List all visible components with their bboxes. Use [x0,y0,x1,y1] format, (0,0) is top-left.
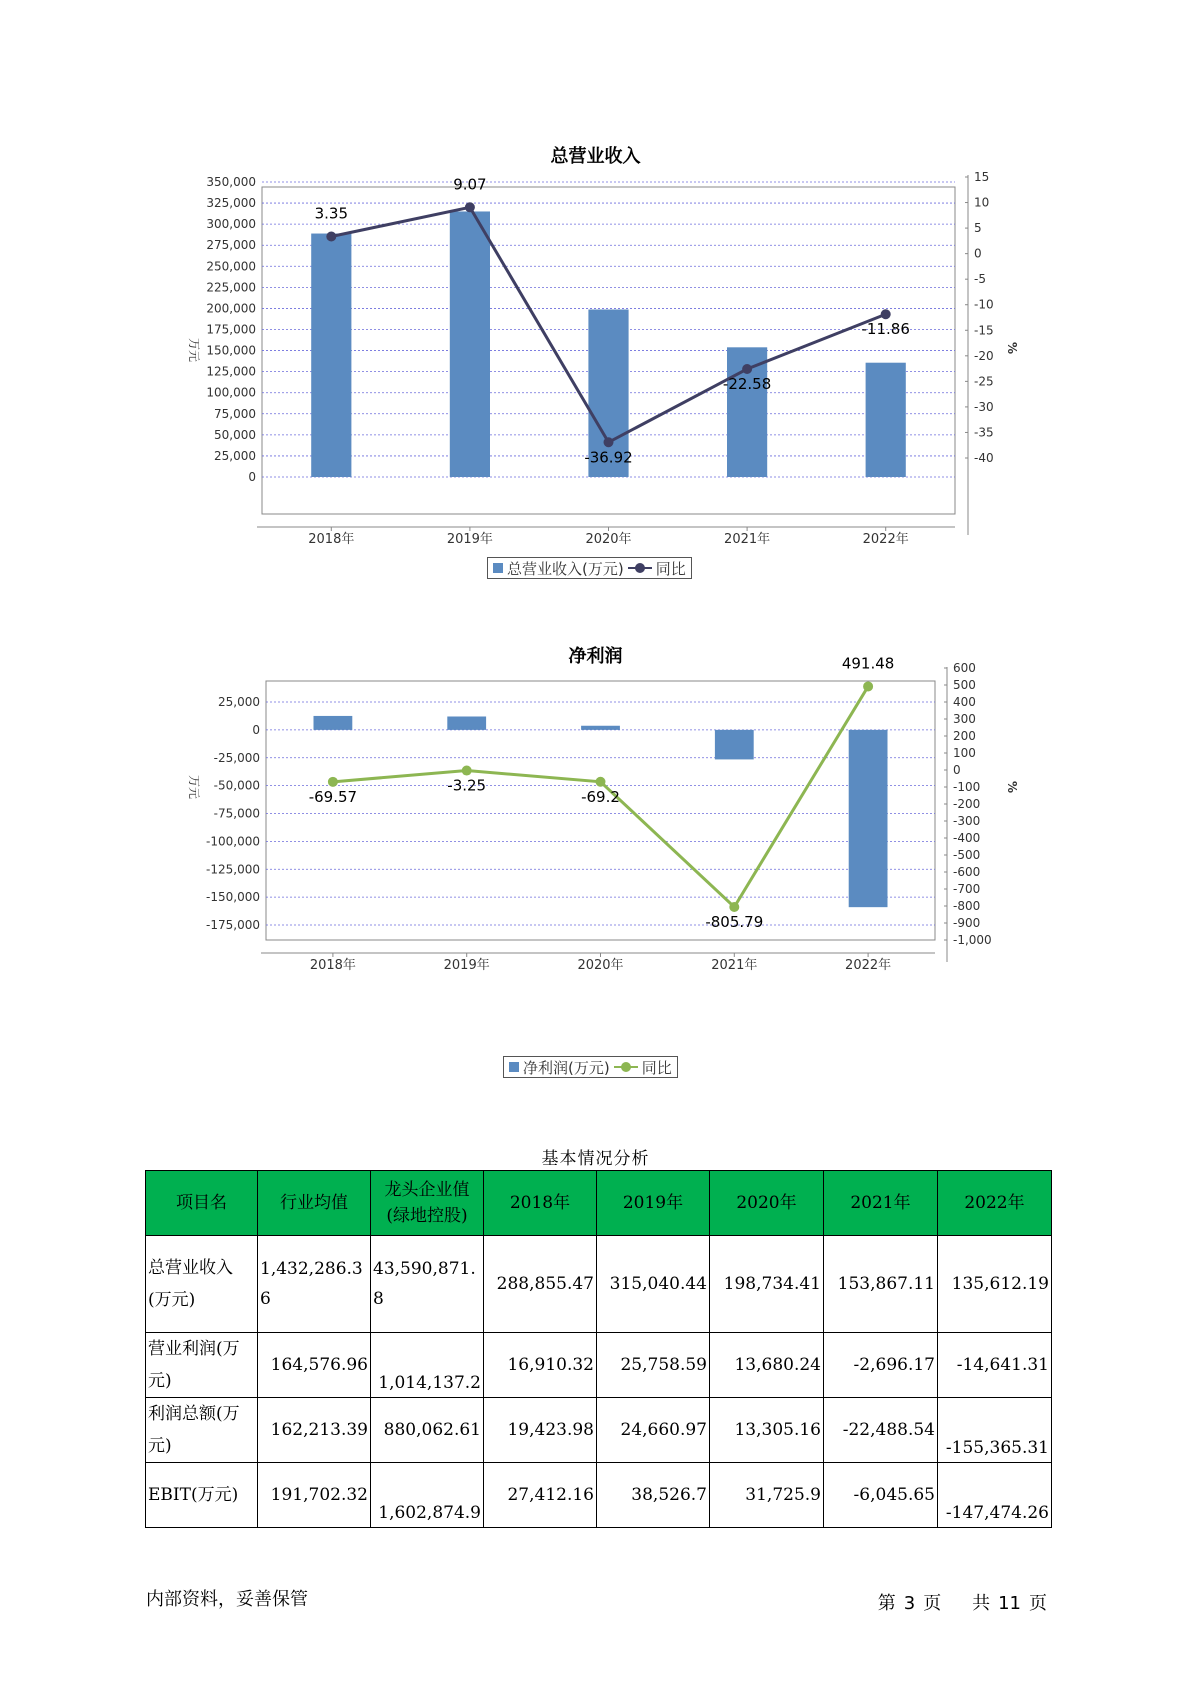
y2-tick-label: -300 [953,814,981,828]
x-tick-label: 2018年 [309,958,356,973]
table-title: 基本情况分析 [541,1149,650,1169]
revenue-chart [0,170,1191,550]
y-tick-label: -150,000 [206,890,260,905]
y2-tick-label: 0 [974,246,982,261]
cell: 191,702.32 [258,1463,371,1528]
y2-tick-label: -35 [974,425,994,440]
table-row [146,1333,1052,1398]
y-tick-label: -25,000 [213,750,260,765]
cell: 13,680.24 [710,1333,824,1398]
footer-page-number [874,1589,1051,1615]
y-tick-label: 200,000 [206,301,256,316]
y2-tick-label: -400 [953,831,981,845]
row-name: 总营业收入(万元) [146,1236,258,1333]
y2-axis-label: % [1005,780,1019,794]
y-tick-label: 275,000 [206,238,256,253]
y-axis-label: 万元 [187,774,201,800]
header-2018: 2018年 [484,1171,597,1236]
y2-tick-label: -800 [953,899,981,913]
page-label: 页 [923,1593,942,1614]
legend-bar-swatch [493,563,503,573]
y2-tick-label: -900 [953,916,981,930]
net-profit-legend [503,1056,678,1078]
y2-tick-label: -500 [953,848,981,862]
plot-area [266,681,935,940]
legend-line-label: 同比 [641,1058,672,1077]
y2-tick-label: -30 [974,399,994,414]
x-tick-label: 2019年 [443,958,490,973]
data-label: 3.35 [314,204,349,223]
y-tick-label: -75,000 [213,806,260,821]
line-point [729,902,739,912]
chart-title-net-profit: 净利润 [568,646,623,667]
y-tick-label: -125,000 [206,862,260,877]
x-tick-label: 2020年 [585,532,632,547]
cell: 1,602,874.9 [371,1463,484,1528]
cell: -2,696.17 [824,1333,938,1398]
cell: 153,867.11 [824,1236,938,1333]
x-tick-label: 2021年 [724,532,771,547]
line-point [742,364,752,374]
cell: 198,734.41 [710,1236,824,1333]
y2-tick-label: 300 [953,712,976,726]
row-name: 营业利润(万元) [146,1333,258,1398]
row-name: EBIT(万元) [146,1463,258,1528]
y-tick-label: 25,000 [214,448,256,463]
x-tick-label: 2022年 [845,958,892,973]
y2-tick-label: 0 [953,763,961,777]
header-item-name: 项目名 [146,1171,258,1236]
cell: 164,576.96 [258,1333,371,1398]
header-2022: 2022年 [938,1171,1052,1236]
header-2019: 2019年 [597,1171,710,1236]
cell: 13,305.16 [710,1398,824,1463]
y2-tick-label: -100 [953,780,981,794]
y2-tick-label: -600 [953,865,981,879]
cell: 24,660.97 [597,1398,710,1463]
table-row [146,1398,1052,1463]
y-tick-label: 175,000 [206,322,256,337]
analysis-table [145,1170,1052,1528]
cell: 43,590,871.8 [371,1236,484,1333]
data-label: -69.2 [581,787,620,806]
line-point [596,777,606,787]
y-tick-label: 325,000 [206,196,256,211]
y-tick-label: 250,000 [206,259,256,274]
y-tick-label: 225,000 [206,280,256,295]
data-label: -22.58 [722,374,772,393]
data-label: -11.86 [861,320,910,339]
y2-tick-label: 5 [974,221,982,236]
y2-tick-label: -25 [974,374,994,389]
data-label: 9.07 [453,175,487,194]
legend-line-swatch [628,562,652,574]
x-tick-label: 2019年 [446,532,493,547]
page-current: 3 [903,1593,916,1614]
y2-tick-label: -1,000 [953,933,992,947]
y2-axis-label: % [1005,341,1019,355]
y2-tick-label: -200 [953,797,981,811]
y2-tick-label: 400 [953,695,976,709]
bar [581,726,620,730]
y-tick-label: 125,000 [206,364,256,379]
cell: -155,365.31 [938,1398,1052,1463]
y-tick-label: 100,000 [206,385,256,400]
line-point [863,681,873,691]
legend-line-label: 同比 [655,559,686,578]
y-tick-label: 50,000 [214,427,256,442]
cell: -22,488.54 [824,1398,938,1463]
y2-tick-label: -15 [974,323,994,338]
page-total: 11 [998,1593,1021,1614]
total-label: 共 [972,1593,991,1614]
y2-tick-label: 500 [953,678,976,692]
y2-tick-label: -700 [953,882,981,896]
y2-tick-label: 15 [974,170,990,184]
x-tick-label: 2022年 [862,532,909,547]
x-tick-label: 2020年 [577,958,624,973]
cell: 16,910.32 [484,1333,597,1398]
legend-bar-label: 净利润(万元) [523,1058,610,1077]
bar [313,716,352,730]
y-tick-label: -50,000 [213,778,260,793]
y-axis-label: 万元 [187,337,201,363]
y2-tick-label: 200 [953,729,976,743]
line-point [326,232,336,242]
table-row [146,1236,1052,1333]
legend-line-swatch [614,1061,638,1073]
header-industry-avg: 行业均值 [258,1171,371,1236]
cell: 288,855.47 [484,1236,597,1333]
bar [715,730,754,760]
legend-bar-label: 总营业收入(万元) [507,559,624,578]
header-2020: 2020年 [710,1171,824,1236]
page-label: 第 [877,1593,896,1614]
cell: 162,213.39 [258,1398,371,1463]
y-tick-label: 0 [252,722,260,737]
data-label: -69.57 [308,787,358,806]
line-point [462,766,472,776]
cell: 27,412.16 [484,1463,597,1528]
y-tick-label: 300,000 [206,217,256,232]
y-tick-label: 150,000 [206,343,256,358]
bar [866,363,906,477]
cell: 135,612.19 [938,1236,1052,1333]
line-point [465,202,475,212]
data-label: -36.92 [584,448,633,467]
cell: 31,725.9 [710,1463,824,1528]
y-tick-label: 25,000 [218,695,260,709]
header-2021: 2021年 [824,1171,938,1236]
data-label: -3.25 [447,776,487,795]
y2-tick-label: -5 [974,272,986,287]
table-header-row [146,1171,1052,1236]
x-tick-label: 2018年 [308,532,355,547]
bar [450,211,490,477]
footer-confidential: 内部资料，妥善保管 [146,1589,308,1610]
line-point [604,437,614,447]
revenue-legend [487,557,692,579]
y-tick-label: -175,000 [206,918,260,932]
y2-tick-label: -10 [974,297,994,312]
y2-tick-label: 100 [953,746,976,760]
cell: 25,758.59 [597,1333,710,1398]
cell: -14,641.31 [938,1333,1052,1398]
cell: 315,040.44 [597,1236,710,1333]
cell: 38,526.7 [597,1463,710,1528]
cell: 880,062.61 [371,1398,484,1463]
row-name: 利润总额(万元) [146,1398,258,1463]
total-label: 页 [1029,1593,1047,1614]
y-tick-label: -100,000 [206,834,260,849]
header-leader-value: 龙头企业值(绿地控股) [371,1171,484,1236]
bar [849,730,888,907]
data-label: 491.48 [841,654,895,673]
line-point [328,777,338,787]
y2-tick-label: 600 [953,661,976,675]
cell: 19,423.98 [484,1398,597,1463]
y2-tick-label: -20 [974,348,994,363]
bar [447,716,486,729]
x-tick-label: 2021年 [711,958,758,973]
bar [311,234,351,477]
cell: -147,474.26 [938,1463,1052,1528]
y2-tick-label: 10 [974,195,990,210]
data-label: -805.79 [705,912,764,931]
legend-bar-swatch [509,1062,519,1072]
line-point [881,309,891,319]
y-tick-label: 75,000 [214,406,256,421]
y-tick-label: 350,000 [206,175,256,189]
table-row [146,1463,1052,1528]
y-tick-label: 0 [248,470,256,484]
cell: -6,045.65 [824,1463,938,1528]
y2-tick-label: -40 [974,451,994,465]
cell: 1,014,137.2 [371,1333,484,1398]
cell: 1,432,286.36 [258,1236,371,1333]
chart-title-revenue: 总营业收入 [550,146,641,167]
